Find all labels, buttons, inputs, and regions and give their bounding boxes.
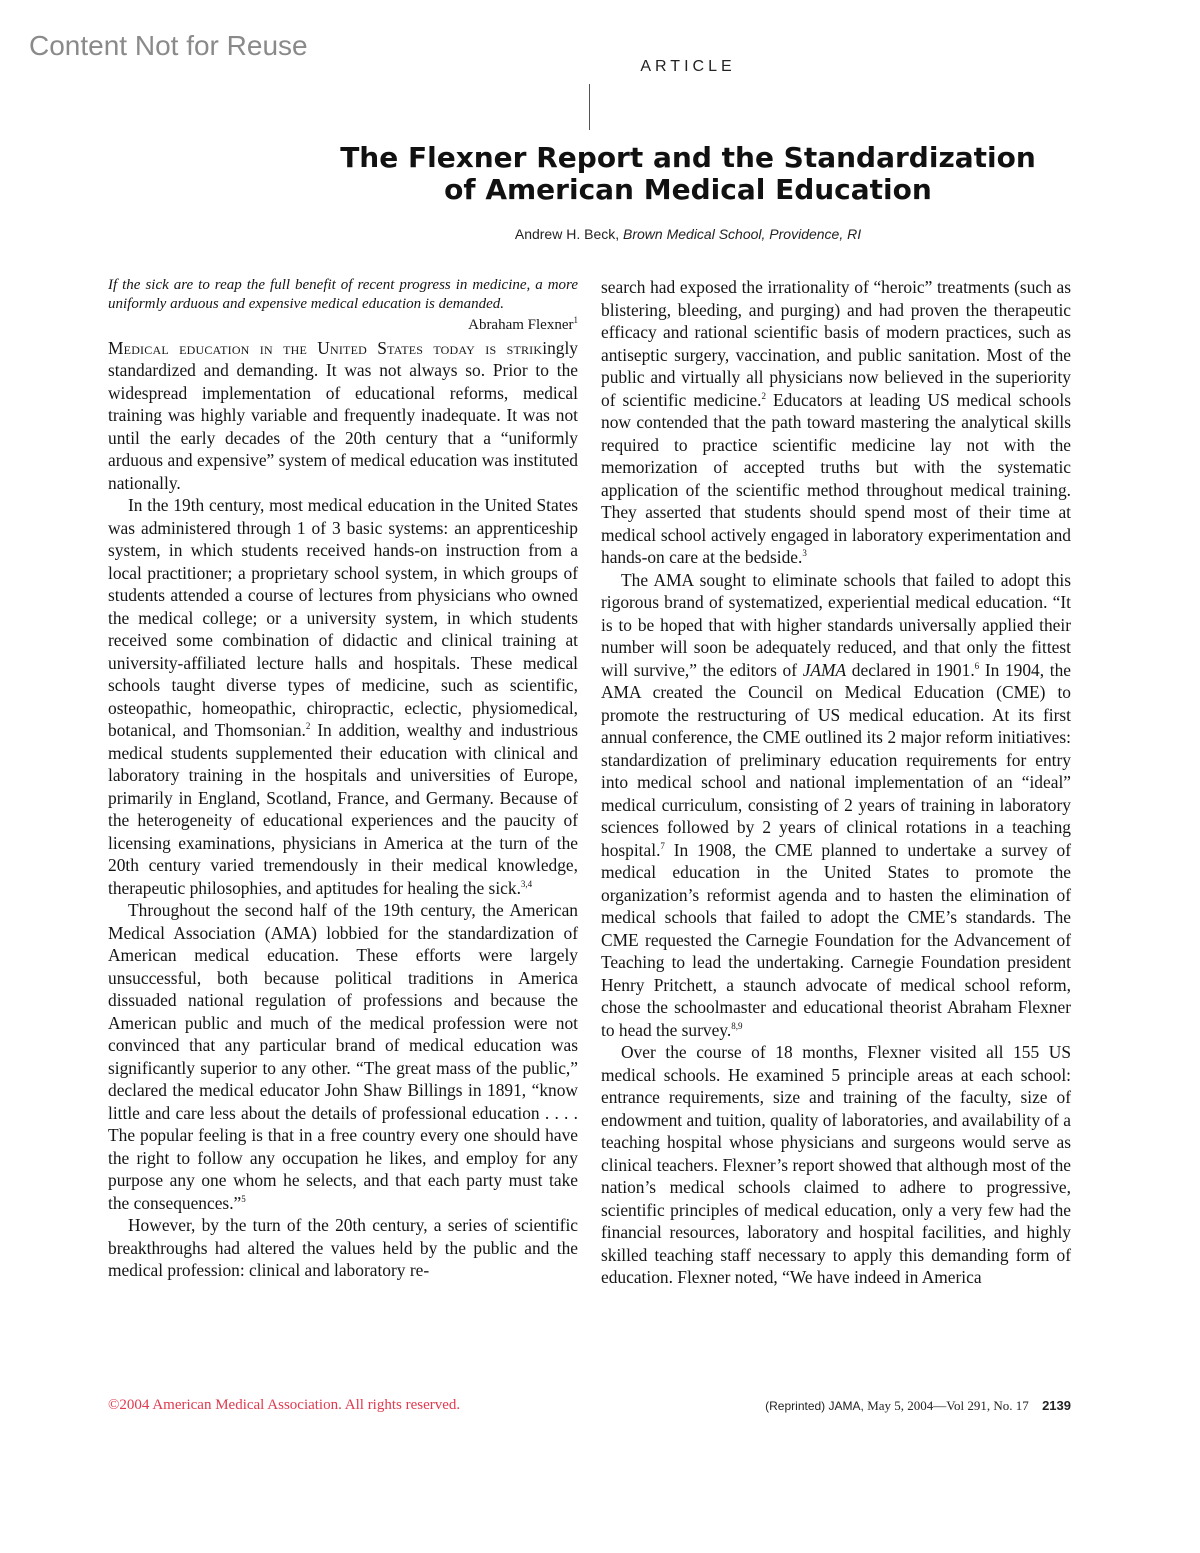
right-column <box>601 276 1071 1289</box>
citation: 6 <box>974 660 980 671</box>
lead-in: Medical education in the United States today is strik <box>108 337 543 358</box>
title-line-2: of American Medical Education <box>444 173 932 206</box>
divider-rule <box>589 84 590 130</box>
section-label: ARTICLE <box>640 58 736 75</box>
citation: 8,9 <box>731 1020 743 1031</box>
citation: 7 <box>660 840 665 851</box>
citation: 5 <box>241 1193 246 1204</box>
issue-info: May 5, 2004—Vol 291, No. 17 <box>867 1398 1029 1413</box>
epigraph-author: Abraham Flexner$^1$ <box>468 315 578 333</box>
epigraph: If the sick are to reap the full benefit of recent progress in medicine, a more uniformly arduous and expensive medical education is demanded. <box>108 277 578 312</box>
paragraph-6: The AMA sought to eliminate schools that failed to adopt this rigorous brand of systematized, experiential medical education. “It is to be hoped that with higher standards universally applied their number will soon be adequately reduced, and that only the fittest will survive,” the editors of JAMA declared in 1901.$^6$ In 1904, the AMA created the Council on Medical Education (CME) to promote the restructuring of US medical education. At its first annual conference, the CME outlined its 2 major reform initiatives: standardization of preliminary education requirements for entry into medical school and national implementation of an “ideal” medical curriculum, consisting of 2 years of training in laboratory sciences followed by 2 years of clinical rotations in a teaching hospital.$^7$ In 1908, the CME planned to undertake a survey of medical education in the United States to promote the organization’s reformist agenda and to hasten the elimination of medical schools that failed to adopt the CME’s standards. The CME requested the Carnegie Foundation for the Advancement of Teaching to lead the undertaking. Carnegie Foundation president Henry Pritchett, a staunch advocate of medical school reform, chose the schoolmaster and educational theorist Abraham Flexner to head the survey.$^{8,9}$ <box>601 569 1072 1040</box>
paragraph-4: However, by the turn of the 20th century, a series of scientific breakthroughs had altered the values held by the public and the medical profession: clinical and laboratory re- <box>108 1215 578 1280</box>
author-name: Andrew H. Beck, <box>514 226 620 242</box>
article-title <box>0 142 1200 206</box>
citation: 3,4 <box>520 878 533 889</box>
page-footer <box>765 1398 1071 1414</box>
author-affiliation: Brown Medical School, Providence, RI <box>623 226 862 242</box>
left-column <box>108 276 578 1282</box>
paragraph-1: Medical education in the United States today is strikingly standardized and demanding. It was not always so. Prior to the widespread implementation of educational reforms, medical training was highly variable and frequently inadequate. It was not until the early decades of the 20th century that a “uniformly arduous and expensive” system of medical education was instituted nationally. <box>108 337 578 493</box>
journal-name: JAMA <box>802 659 847 680</box>
title-line-1: The Flexner Report and the Standardization <box>340 141 1036 174</box>
citation: 3 <box>802 548 807 559</box>
epigraph-ref: 1 <box>573 315 578 325</box>
page-number: 2139 <box>1042 1398 1071 1413</box>
citation: 2 <box>305 721 311 732</box>
copyright-notice: ©2004 American Medical Association. All rights reserved. <box>108 1397 461 1413</box>
paragraph-2: In the 19th century, most medical education in the United States was administered through 1 of 3 basic systems: an apprenticeship system, in which students received hands-on instruction from a local practitioner; a proprietary school system, in which groups of students attended a course of lectures from physicians who owned the medical college; or a university system, in which students received some combination of didactic and clinical training at university-affiliated lecture halls and hospitals. These medical schools taught diverse types of medicine, such as scientific, osteopathic, homeopathic, chiropractic, eclectic, physiomedical, botanical, and Thomsonian.$^2$ In addition, wealthy and industrious medical students supplemented their education with clinical and laboratory training in the hospitals and universities of Europe, primarily in England, Scotland, France, and Germany. Because of the heterogeneity of educational experiences and the paucity of licensing examinations, physicians in America at the turn of the 20th century varied tremendously in their medical knowledge, therapeutic philosophies, and aptitudes for healing the sick.$^{3,4}$ <box>108 495 578 898</box>
byline <box>0 226 1200 242</box>
paragraph-3: Throughout the second half of the 19th century, the American Medical Association (AMA) lobbied for the standardization of American medical education. These efforts were largely unsuccessful, both because political traditions in America dissuaded national regulation of professions and because the American public and much of the medical profession were not convinced that any particular brand of medical education was significantly superior to any other. “The great mass of the public,” declared the medical educator John Shaw Billings in 1891, “know little and care less about the details of professional education . . . . The popular feeling is that in a free country every one should have the right to follow any occupation he likes, and employ for any purpose any one whom he selects, and that each party must take the consequences.”$^5$ <box>108 900 578 1213</box>
citation: 2 <box>761 390 766 401</box>
paragraph-7: Over the course of 18 months, Flexner visited all 155 US medical schools. He examined 5 principle areas at each school: entrance requirements, size and training of the faculty, size of endowment and tuition, quality of laboratories, and availability of a teaching hospital whose physicians and surgeons would serve as clinical teachers. Flexner’s report showed that although most of the nation’s medical schools claimed to adhere to progressive, scientific principles of medical education, only a very few had the financial resources, laboratory and hospital facilities, and highly skilled teaching staff necessary to apply this demanding form of education. Flexner noted, “We have indeed in America <box>601 1042 1071 1287</box>
reprint-label: (Reprinted) JAMA, <box>765 1399 864 1413</box>
paragraph-5: search had exposed the irrationality of “heroic” treatments (such as blistering, bleeding, and purging) and had proven the therapeutic efficacy and rational scientific basis of modern practices, such as antiseptic surgery, vaccination, and public sanitation. Most of the public and virtually all physicians now believed in the superiority of scientific medicine.$^2$ Educators at leading US medical schools now contended that the path toward mastering the analytical skills required to practice scientific medicine lay not with the memorization of accepted truths but with the systematic application of the scientific method throughout medical training. They asserted that students should spend most of their time at medical school actively engaged in laboratory experimentation and hands-on care at the bedside.$^3$ <box>601 277 1071 567</box>
watermark: Content Not for Reuse <box>29 30 308 61</box>
